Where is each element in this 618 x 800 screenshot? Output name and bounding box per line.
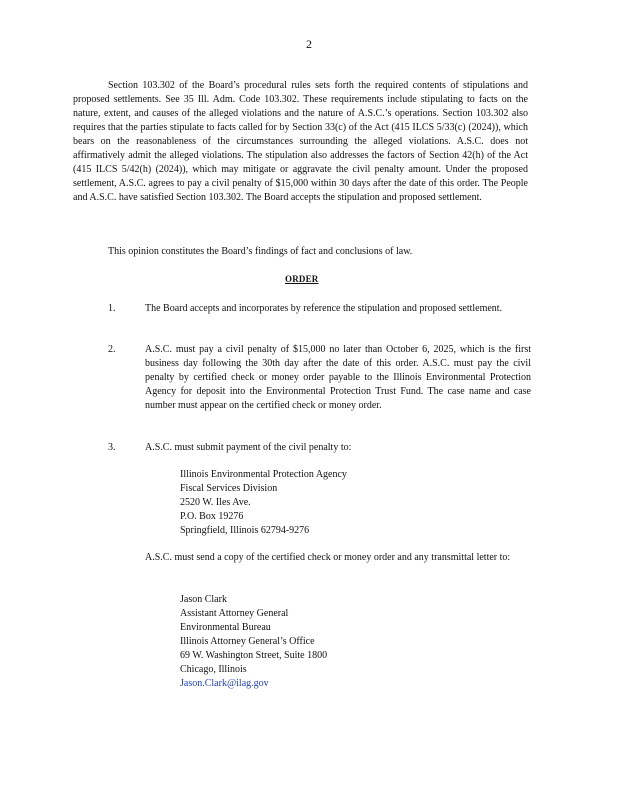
address-line: 69 W. Washington Street, Suite 1800 (180, 650, 328, 661)
item-text: A.S.C. must submit payment of the civil penalty to: (145, 442, 352, 453)
paragraph-text: Section 103.302 of the Board’s procedural rules sets forth the required contents of stipulations and proposed settlements. See 35 Ill. Adm. Code 103.302. These requirements include stipulating to facts on the nature, extent, and causes of the alleged violations and the nature of A.S.C.’s operations. Section 103.302 also requires that the parties stipulate to facts called for by Section 33(c) of the Act (415 ILCS 5/33(c) (2024)), which bears on the reasonableness of the circumstances surrounding the alleged violations. A.S.C. does not affirmatively admit the alleged violations. The stipulation also addresses the factors of Section 42(h) of the Act (415 ILCS 5/42(h) (2024)), which may mitigate or aggravate the civil penalty amount. Under the proposed settlement, A.S.C. agrees to pay a civil penalty of $15,000 within 30 days after the date of this order. The People and A.S.C. have satisfied Section 103.302. The Board accepts the stipulation and proposed settlement. (73, 80, 528, 203)
item-number: 1. (108, 303, 116, 314)
email-link[interactable]: Jason.Clark@ilag.gov (180, 678, 269, 689)
address-line: Chicago, Illinois (180, 664, 247, 675)
address-line: Illinois Attorney General’s Office (180, 636, 315, 647)
item-number: 3. (108, 442, 116, 453)
settlement-paragraph (73, 79, 528, 205)
payment-address (180, 468, 347, 538)
address-line: Springfield, Illinois 62794-9276 (180, 525, 310, 536)
address-line: 2520 W. Iles Ave. (180, 497, 251, 508)
address-line: Environmental Bureau (180, 622, 271, 633)
copy-instruction: A.S.C. must send a copy of the certified check or money order and any transmittal letter to: (145, 552, 511, 563)
address-line: Illinois Environmental Protection Agency (180, 469, 347, 480)
page-number: 2 (306, 37, 312, 51)
address-line: Jason Clark (180, 594, 227, 605)
copy-address (180, 593, 327, 691)
address-line: Assistant Attorney General (180, 608, 289, 619)
item-text: A.S.C. must pay a civil penalty of $15,000 no later than October 6, 2025, which is the first business day following the 30th day after the date of this order. A.S.C. must pay the civil penalty by certified check or money order payable to the Illinois Environmental Protection Agency for deposit into the Environmental Protection Trust Fund. The case name and case number must appear on the certified check or money order. (145, 344, 531, 411)
item-text: The Board accepts and incorporates by reference the stipulation and proposed settlement. (145, 303, 503, 314)
conclusion-sentence: This opinion constitutes the Board’s findings of fact and conclusions of law. (108, 246, 413, 257)
item-number: 2. (108, 344, 116, 355)
address-line: Fiscal Services Division (180, 483, 278, 494)
order-heading: ORDER (285, 274, 319, 284)
address-line: P.O. Box 19276 (180, 511, 244, 522)
